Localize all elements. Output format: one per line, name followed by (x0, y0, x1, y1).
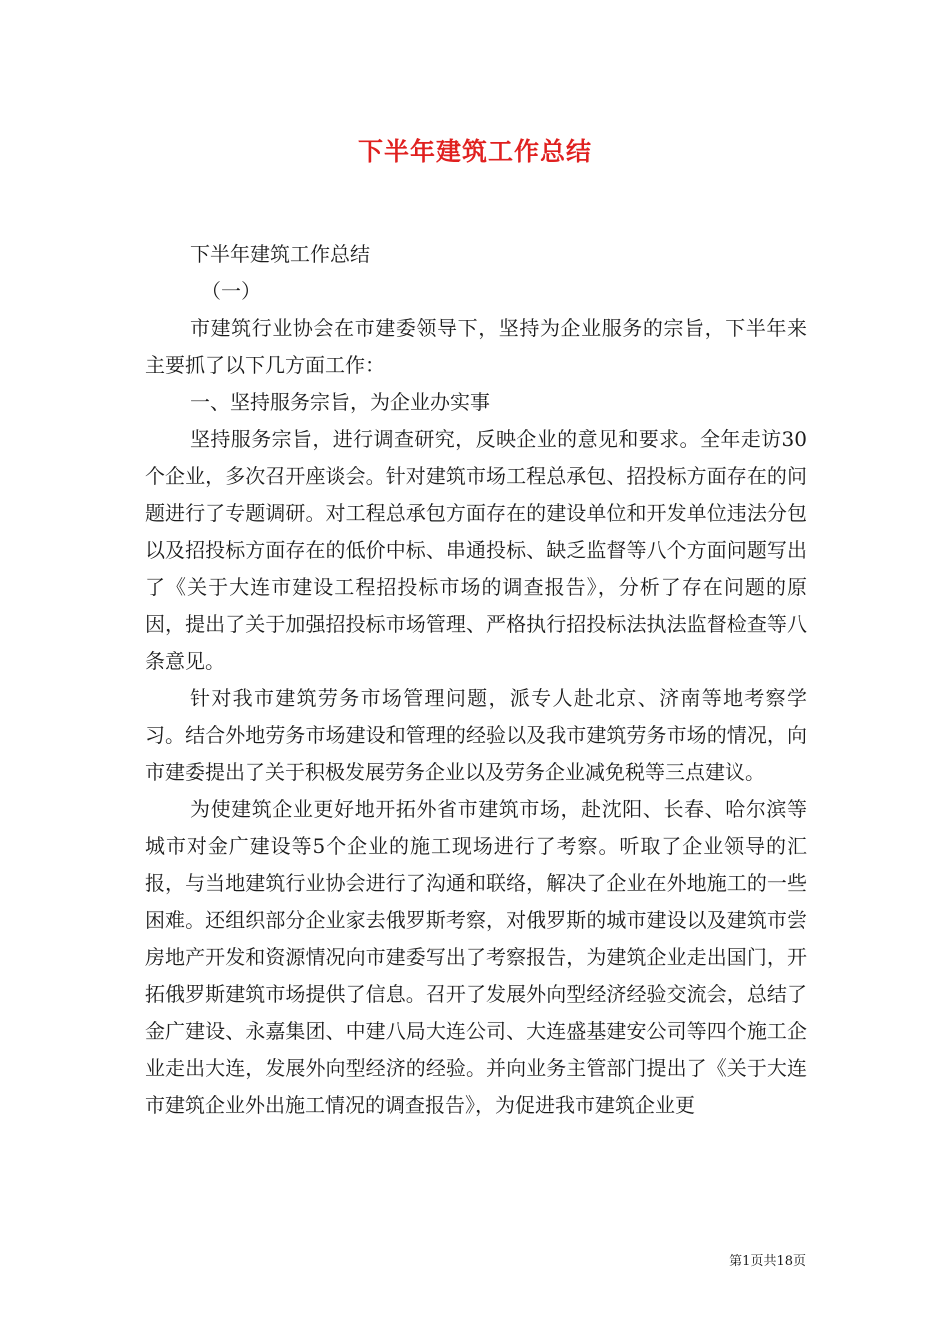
section-heading: 一、坚持服务宗旨，为企业办实事 (190, 390, 490, 414)
section-number: （一） (201, 279, 261, 303)
paragraph: 为使建筑企业更好地开拓外省市建筑市场，赴沈阳、长春、哈尔滨等城市对金广建设等5个企业的施工现场进行了考察。听取了企业领导的汇报，与当地建筑行业协会进行了沟通和联络，解决了企业在外地施工的一些困难。还组织部分企业家去俄罗斯考察，对俄罗斯的城市建设以及建筑市尝房地产开发和资源情况向市建委写出了考察报告，为建筑企业走出国门，开拓俄罗斯建筑市场提供了信息。召开了发展外向型经济经验交流会，总结了金广建设、永嘉集团、中建八局大连公司、大连盛基建安公司等四个施工企业走出大连，发展外向型经济的经验。并向业务主管部门提出了《关于大连市建筑企业外出施工情况的调查报告》，为促进我市建筑企业更 (145, 797, 807, 1117)
page-number-footer: 第1页共18页 (729, 1254, 806, 1269)
body-heading: 下半年建筑工作总结 (190, 242, 370, 266)
document-body (145, 236, 807, 1124)
paragraph: 市建筑行业协会在市建委领导下，坚持为企业服务的宗旨，下半年来主要抓了以下几方面工作： (145, 316, 807, 377)
document-title: 下半年建筑工作总结 (357, 137, 592, 166)
paragraph: 坚持服务宗旨，进行调查研究，反映企业的意见和要求。全年走访30个企业，多次召开座谈会。针对建筑市场工程总承包、招投标方面存在的问题进行了专题调研。对工程总承包方面存在的建设单位和开发单位违法分包以及招投标方面存在的低价中标、串通投标、缺乏监督等八个方面问题写出了《关于大连市建设工程招投标市场的调查报告》，分析了存在问题的原因，提出了关于加强招投标市场管理、严格执行招投标法执法监督检查等八条意见。 (145, 427, 807, 673)
paragraph: 针对我市建筑劳务市场管理问题，派专人赴北京、济南等地考察学习。结合外地劳务市场建设和管理的经验以及我市建筑劳务市场的情况，向市建委提出了关于积极发展劳务企业以及劳务企业减免税等三点建议。 (145, 686, 807, 784)
